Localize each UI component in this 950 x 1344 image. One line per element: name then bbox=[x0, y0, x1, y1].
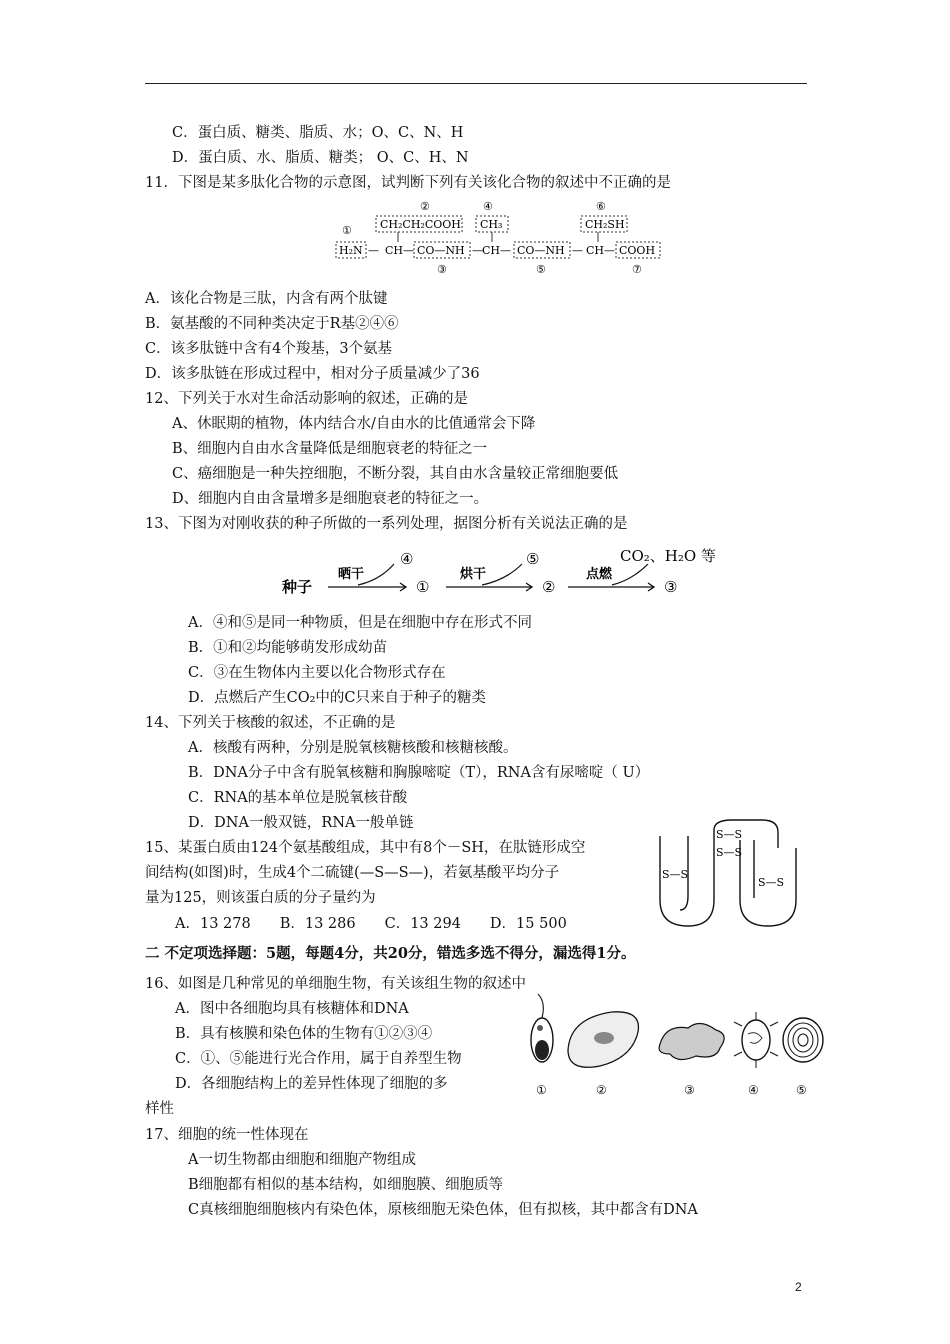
single-cell-organisms-figure bbox=[520, 990, 825, 1102]
q16-option-c: C．①、⑤能进行光合作用，属于自养型生物 bbox=[175, 1051, 462, 1067]
organism-2-paramecium-icon bbox=[568, 1012, 638, 1067]
disulfide-bond-3: S—S bbox=[662, 868, 689, 881]
svg-text:—: — bbox=[572, 244, 583, 257]
disulfide-bond-4: S—S bbox=[758, 876, 785, 889]
q13-option-a: A．④和⑤是同一种物质，但是在细胞中存在形式不同 bbox=[188, 615, 532, 631]
q14-option-d: D．DNA一般双链，RNA一般单链 bbox=[188, 815, 414, 831]
header-rule bbox=[145, 83, 807, 84]
organism-5-cyanobacterium-icon bbox=[783, 1018, 823, 1062]
q11-stem: 11．下图是某多肽化合物的示意图，试判断下列有关该化合物的叙述中不正确的是 bbox=[145, 175, 671, 191]
section-2-heading: 二 不定项选择题：5题，每题4分，共20分，错选多选不得分，漏选得1分。 bbox=[145, 945, 636, 962]
q15-stem-1: 15、某蛋白质由124个氨基酸组成，其中有8个－SH，在肽链形成空 bbox=[145, 840, 586, 856]
ch-a: CH bbox=[385, 244, 404, 257]
step-dry: 晒干 bbox=[338, 567, 365, 582]
q16-option-a: A．图中各细胞均具有核糖体和DNA bbox=[175, 1001, 409, 1017]
q14-stem: 14、下列关于核酸的叙述，不正确的是 bbox=[145, 715, 396, 731]
q15-stem-3: 量为125，则该蛋白质的分子量约为 bbox=[145, 890, 376, 906]
q11-option-d: D．该多肽链在形成过程中，相对分子质量减少了36 bbox=[145, 366, 480, 382]
q13-option-c: C．③在生物体内主要以化合物形式存在 bbox=[188, 665, 446, 681]
product-5: ⑤ bbox=[526, 550, 540, 568]
q16-stem: 16、如图是几种常见的单细胞生物，有关该组生物的叙述中 bbox=[145, 976, 526, 992]
peptide-bond-5: CO—NH bbox=[517, 244, 565, 257]
carboxyl-group: COOH bbox=[619, 244, 656, 257]
q12-option-a: A、休眠期的植物，体内结合水/自由水的比值通常会下降 bbox=[172, 416, 536, 432]
label-1: ① bbox=[342, 224, 352, 237]
seed-flow-diagram bbox=[270, 540, 730, 606]
q15-options: A．13 278 B．13 286 C．13 294 D．15 500 bbox=[175, 916, 567, 932]
label-5: ⑤ bbox=[536, 263, 546, 276]
q15-stem-2: 间结构(如图)时，生成4个二硫键(—S—S—)，若氨基酸平均分子 bbox=[145, 865, 560, 881]
r-group-6: CH₂SH bbox=[585, 218, 625, 231]
amino-group: H₂N bbox=[339, 244, 363, 257]
q12-option-b: B、细胞内自由水含量降低是细胞衰老的特征之一 bbox=[172, 441, 488, 457]
product-4: ④ bbox=[400, 550, 414, 568]
q17-option-c: C真核细胞细胞核内有染色体，原核细胞无染色体，但有拟核，其中都含有DNA bbox=[188, 1202, 698, 1218]
q11-option-a: A．该化合物是三肽，内含有两个肽键 bbox=[145, 291, 388, 307]
protein-disulfide-figure bbox=[652, 818, 812, 932]
q11-option-c: C．该多肽链中含有4个羧基，3个氨基 bbox=[145, 341, 393, 357]
q14-option-b: B．DNA分子中含有脱氧核糖和胸腺嘧啶（T），RNA含有尿嘧啶（ U） bbox=[188, 765, 650, 781]
organism-4-bacterium-icon bbox=[734, 1012, 778, 1068]
svg-text:—: — bbox=[403, 244, 414, 257]
organism-label-1: ① bbox=[536, 1083, 547, 1097]
step-burn: 点燃 bbox=[586, 567, 613, 582]
r-group-2: CH₂CH₂COOH bbox=[380, 218, 461, 231]
q13-option-d: D．点燃后产生CO₂中的C只来自于种子的糖类 bbox=[188, 690, 487, 706]
q12-option-c: C、癌细胞是一种失控细胞，不断分裂，其自由水含量较正常细胞要低 bbox=[172, 466, 619, 482]
q17-option-b: B细胞都有相似的基本结构，如细胞膜、细胞质等 bbox=[188, 1177, 504, 1193]
peptide-diagram bbox=[330, 196, 670, 280]
label-4: ④ bbox=[483, 200, 493, 213]
label-7: ⑦ bbox=[632, 263, 642, 276]
q17-option-a: A一切生物都由细胞和细胞产物组成 bbox=[188, 1152, 416, 1168]
q16-option-b: B．具有核膜和染色体的生物有①②③④ bbox=[175, 1026, 433, 1042]
svg-text:—: — bbox=[368, 244, 379, 257]
ch-c: CH bbox=[586, 244, 605, 257]
ch-b: CH bbox=[482, 244, 501, 257]
svg-text:—: — bbox=[500, 244, 511, 257]
organism-3-amoeba-icon bbox=[659, 1023, 724, 1059]
q17-stem: 17、细胞的统一性体现在 bbox=[145, 1127, 309, 1143]
seed-label: 种子 bbox=[282, 578, 313, 596]
label-3: ③ bbox=[437, 263, 447, 276]
q14-option-a: A．核酸有两种，分别是脱氧核糖核酸和核糖核酸。 bbox=[188, 740, 518, 756]
result-2: ② bbox=[542, 578, 556, 596]
step-bake: 烘干 bbox=[460, 567, 487, 582]
result-1: ① bbox=[416, 578, 430, 596]
peptide-bond-3: CO—NH bbox=[417, 244, 465, 257]
organism-label-3: ③ bbox=[684, 1083, 695, 1097]
q13-option-b: B．①和②均能够萌发形成幼苗 bbox=[188, 640, 388, 656]
q16-option-d-cont: 样性 bbox=[145, 1101, 174, 1117]
organism-label-4: ④ bbox=[748, 1083, 759, 1097]
disulfide-bond-2: S—S bbox=[716, 846, 743, 859]
q16-option-d: D．各细胞结构上的差异性体现了细胞的多 bbox=[175, 1076, 448, 1092]
q10-option-d: D．蛋白质、水、脂质、糖类； O、C、H、N bbox=[172, 150, 469, 166]
organism-label-2: ② bbox=[596, 1083, 607, 1097]
r-group-4: CH₃ bbox=[480, 218, 503, 231]
q12-option-d: D、细胞内自由含量增多是细胞衰老的特征之一。 bbox=[172, 491, 489, 507]
organism-label-5: ⑤ bbox=[796, 1083, 807, 1097]
label-6: ⑥ bbox=[596, 200, 606, 213]
page-number: 2 bbox=[795, 1280, 802, 1294]
svg-text:—: — bbox=[472, 244, 483, 257]
label-2: ② bbox=[420, 200, 430, 213]
svg-text:—: — bbox=[604, 244, 615, 257]
q13-stem: 13、下图为对刚收获的种子所做的一系列处理，据图分析有关说法正确的是 bbox=[145, 516, 628, 532]
q10-option-c: C．蛋白质、糖类、脂质、水；O、C、N、H bbox=[172, 125, 464, 141]
product-gas: CO₂、H₂O 等 bbox=[620, 547, 716, 565]
q12-stem: 12、下列关于水对生命活动影响的叙述，正确的是 bbox=[145, 391, 468, 407]
disulfide-bond-1: S—S bbox=[716, 828, 743, 841]
q11-option-b: B．氨基酸的不同种类决定于R基②④⑥ bbox=[145, 316, 399, 332]
q14-option-c: C．RNA的基本单位是脱氧核苷酸 bbox=[188, 790, 408, 806]
organism-1-euglena-icon bbox=[531, 994, 553, 1062]
result-3: ③ bbox=[664, 578, 678, 596]
